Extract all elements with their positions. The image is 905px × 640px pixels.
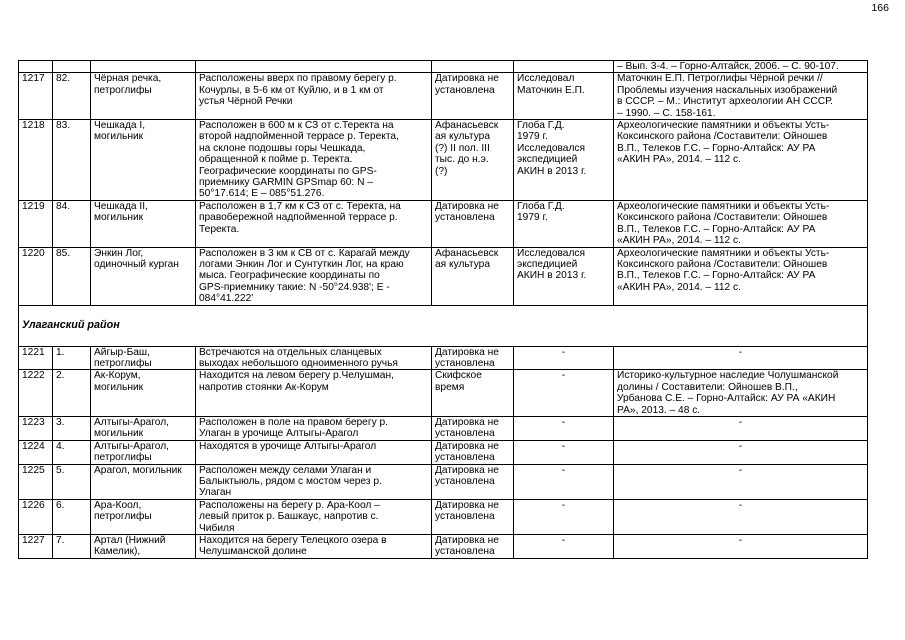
monument-location-line: Улаган xyxy=(199,487,232,499)
monument-name-line: Алтыгы-Арагол, xyxy=(94,416,169,428)
monument-source xyxy=(614,370,868,417)
monuments-table xyxy=(18,60,868,559)
monument-researcher-line: - xyxy=(561,535,566,547)
monument-location xyxy=(196,200,432,247)
table-row xyxy=(19,499,868,534)
monument-researcher xyxy=(514,247,614,305)
monument-researcher xyxy=(514,464,614,499)
monument-name-line: Чешкада I, xyxy=(94,120,146,132)
district-header-row xyxy=(19,305,868,346)
district-index: 6. xyxy=(53,499,91,534)
monument-location-line: Балыктыюль, рядом с мостом через р. xyxy=(199,476,382,487)
monument-source-line: долины / Составители: Ойношев В.П., xyxy=(617,381,798,393)
monument-name xyxy=(91,440,196,464)
monument-researcher-line: - xyxy=(561,370,566,382)
monument-location-line: Находится на левом берегу р.Челушман, xyxy=(199,370,394,382)
monument-source xyxy=(614,440,868,464)
record-number: 1218 xyxy=(19,120,53,201)
monument-source-line: Археологические памятники и объекты Усть- xyxy=(617,200,830,212)
district-index: 2. xyxy=(53,370,91,417)
monument-location-line: Расположен в 600 м к СЗ от с.Теректа на xyxy=(199,120,394,132)
monument-location-line: обращенной к пойме р. Теректа. xyxy=(199,154,353,166)
table-row xyxy=(19,535,868,559)
monument-source-line: - xyxy=(738,346,743,358)
monument-researcher-line: - xyxy=(561,346,566,358)
monument-location-line: Расположен в поле на правом берегу р. xyxy=(199,416,388,428)
table-row xyxy=(19,440,868,464)
district-index: 83. xyxy=(53,120,91,201)
monument-name-line: Чешкада II, xyxy=(94,200,148,212)
monument-researcher xyxy=(514,73,614,120)
monument-name xyxy=(91,464,196,499)
monument-researcher xyxy=(514,200,614,247)
monument-name-line: Ак-Корум, xyxy=(94,370,141,382)
monument-source-line: Историко-культурное наследие Чолушманской xyxy=(617,370,839,382)
record-number: 1217 xyxy=(19,73,53,120)
monument-source xyxy=(614,535,868,559)
monument-source xyxy=(614,247,868,305)
monument-name xyxy=(91,120,196,201)
monument-dating xyxy=(432,120,514,201)
monument-location-line: напротив стоянки Ак-Корум xyxy=(199,381,329,393)
district-index: 3. xyxy=(53,416,91,440)
monument-dating-line: установлена xyxy=(435,452,495,464)
monument-dating xyxy=(432,499,514,534)
monument-location-line: приемнику GARMIN GPSmap 60: N – xyxy=(199,177,373,189)
monument-name-line: петроглифы xyxy=(94,452,152,464)
monument-location xyxy=(196,73,432,120)
monument-location-line: устья Чёрной Речки xyxy=(199,96,293,108)
table-row xyxy=(19,73,868,120)
monument-location-line: Расположен в 1,7 км к СЗ от с. Теректа, на xyxy=(199,200,401,212)
monument-dating-line: (?) xyxy=(435,165,448,177)
monument-location-line: Теректа. xyxy=(199,223,240,235)
monument-dating-line: Датировка не xyxy=(435,464,499,476)
monument-location-line: Расположены вверх по правому берегу р. xyxy=(199,73,397,85)
table-row xyxy=(19,247,868,305)
monument-dating-line: Афанасьевск xyxy=(435,120,499,132)
record-number: 1227 xyxy=(19,535,53,559)
monument-location-line: на склоне подошвы горы Чешкада, xyxy=(199,142,366,154)
monument-source-line: «АКИН РА», 2014. – 112 с. xyxy=(617,154,741,166)
record-number: 1223 xyxy=(19,416,53,440)
monument-dating xyxy=(432,464,514,499)
monument-name xyxy=(91,499,196,534)
monument-source-line: «АКИН РА», 2014. – 112 с. xyxy=(617,235,741,247)
monument-dating-line: установлена xyxy=(435,357,495,369)
monument-dating xyxy=(432,200,514,247)
monument-name xyxy=(91,535,196,559)
monument-source-line: – 1990. – С. 158-161. xyxy=(617,107,716,119)
monument-dating-line: установлена xyxy=(435,476,495,487)
monument-name-line: петроглифы xyxy=(94,357,152,369)
monument-source xyxy=(614,416,868,440)
monument-name-line: Ара-Коол, xyxy=(94,499,142,511)
monument-researcher-line: - xyxy=(561,499,566,511)
monument-researcher-line: 1979 г. xyxy=(517,212,548,224)
monument-dating-line: Датировка не xyxy=(435,73,499,85)
monument-source-line: - xyxy=(738,464,743,476)
monument-location xyxy=(196,440,432,464)
monument-dating xyxy=(432,440,514,464)
district-index: 82. xyxy=(53,73,91,120)
monument-location-line: Географические координаты по GPS- xyxy=(199,165,377,177)
monument-researcher-line: экспедицией xyxy=(517,154,578,166)
monument-name xyxy=(91,200,196,247)
monument-name xyxy=(91,370,196,417)
monument-source-line: Коксинского района /Составители: Ойношев xyxy=(617,258,828,270)
monument-dating-line: ая культура xyxy=(435,258,491,270)
monument-source-line: - xyxy=(738,499,743,511)
table-row xyxy=(19,346,868,370)
monument-location-line: Челушманской долине xyxy=(199,546,307,558)
table-row xyxy=(19,120,868,201)
monument-location-line: Расположен между селами Улаган и xyxy=(199,464,372,476)
monument-dating-line: установлена xyxy=(435,84,495,96)
monument-source-line: «АКИН РА», 2014. – 112 с. xyxy=(617,281,741,293)
monument-source-line: в СССР. – М.: Институт археологии АН СССР. xyxy=(617,96,833,108)
monument-location-line: 084°41.222' xyxy=(199,293,254,305)
monument-source-line: В.П., Телеков Г.С. – Горно-Алтайск: АУ РА xyxy=(617,223,816,235)
record-number: 1221 xyxy=(19,346,53,370)
monument-location-line: логами Энкин Лог и Сунтуткин Лог, на краю xyxy=(199,258,404,270)
monument-source-line: Урбанова С.Е. – Горно-Алтайск: АУ РА «АКИН xyxy=(617,393,836,405)
monument-source-line: - xyxy=(738,440,743,452)
monument-source-line: Маточкин Е.П. Петроглифы Чёрной речки // xyxy=(617,73,823,85)
table-body xyxy=(19,61,868,559)
district-index: 85. xyxy=(53,247,91,305)
monument-researcher-line: Маточкин Е.П. xyxy=(517,84,585,96)
monument-name-line: Камелик), xyxy=(94,546,141,558)
monument-researcher xyxy=(514,370,614,417)
table-row xyxy=(19,464,868,499)
monument-location xyxy=(196,535,432,559)
district-index: 1. xyxy=(53,346,91,370)
monument-location-line: правобережной надпойменной террасе р. xyxy=(199,212,398,224)
monument-source-line: - xyxy=(738,535,743,547)
table-row xyxy=(19,416,868,440)
monument-source xyxy=(614,499,868,534)
monument-location-line: Расположены на берегу р. Ара-Коол – xyxy=(199,499,380,511)
monument-name-line: могильник xyxy=(94,212,144,224)
monument-dating-line: тыс. до н.э. xyxy=(435,154,489,166)
monument-dating xyxy=(432,535,514,559)
record-number: 1226 xyxy=(19,499,53,534)
monument-researcher xyxy=(514,440,614,464)
monument-location-line: GPS-приемнику такие: N -50°24.938'; E - xyxy=(199,281,390,293)
monument-dating xyxy=(432,416,514,440)
monument-source xyxy=(614,120,868,201)
monument-dating-line: время xyxy=(435,381,465,393)
monument-name-line: Айгыр-Баш, xyxy=(94,346,150,358)
record-number: 1222 xyxy=(19,370,53,417)
monument-researcher-line: Исследовал xyxy=(517,73,575,85)
monument-dating-line: (?) II пол. III xyxy=(435,142,490,154)
monument-researcher xyxy=(514,499,614,534)
monument-source-line: В.П., Телеков Г.С. – Горно-Алтайск: АУ РА xyxy=(617,142,816,154)
record-number: 1220 xyxy=(19,247,53,305)
monument-dating-line: Скифское xyxy=(435,370,482,382)
monument-name-line: петроглифы xyxy=(94,511,152,523)
monument-name-line: могильник xyxy=(94,428,144,440)
table-row xyxy=(19,200,868,247)
monument-dating xyxy=(432,247,514,305)
monument-source xyxy=(614,464,868,499)
carryover-row xyxy=(19,61,868,73)
monument-dating-line: ая культура xyxy=(435,131,491,143)
monument-name-line: Энкин Лог, xyxy=(94,247,144,259)
monument-researcher-line: АКИН в 2013 г. xyxy=(517,270,587,282)
monument-location-line: 50°17.614; E – 085°51.276. xyxy=(199,188,325,200)
monument-researcher-line: 1979 г. xyxy=(517,131,548,143)
monument-source xyxy=(614,346,868,370)
carryover-source: – Вып. 3-4. – Горно-Алтайск, 2006. – С. 90-107. xyxy=(614,61,868,73)
record-number: 1225 xyxy=(19,464,53,499)
monument-dating-line: Датировка не xyxy=(435,416,499,428)
monument-name xyxy=(91,346,196,370)
monument-name-line: одиночный курган xyxy=(94,258,179,270)
monument-researcher-line: Исследовался xyxy=(517,142,586,154)
monument-dating-line: установлена xyxy=(435,511,495,523)
monument-researcher-line: Глоба Г.Д. xyxy=(517,120,565,132)
monument-source xyxy=(614,200,868,247)
monument-dating-line: Датировка не xyxy=(435,346,499,358)
monument-researcher xyxy=(514,346,614,370)
monument-dating-line: Датировка не xyxy=(435,499,499,511)
monument-location-line: Улаган в урочище Алтыгы-Арагол xyxy=(199,428,359,440)
monument-researcher-line: АКИН в 2013 г. xyxy=(517,165,587,177)
monument-dating xyxy=(432,73,514,120)
district-title: Улаганский район xyxy=(22,318,120,331)
monument-dating-line: Датировка не xyxy=(435,200,499,212)
monument-source-line: - xyxy=(738,416,743,428)
monument-researcher-line: экспедицией xyxy=(517,258,578,270)
monument-name-line: петроглифы xyxy=(94,84,152,96)
monument-dating-line: установлена xyxy=(435,428,495,440)
monument-location-line: выходах небольшого одноименного ручья xyxy=(199,357,398,369)
monument-researcher xyxy=(514,535,614,559)
monument-source-line: Проблемы изучения наскальных изображений xyxy=(617,84,838,96)
district-index: 5. xyxy=(53,464,91,499)
monument-dating-line: Афанасьевск xyxy=(435,247,499,259)
monument-source-line: Коксинского района /Составители: Ойношев xyxy=(617,212,828,224)
monument-location xyxy=(196,416,432,440)
monument-researcher xyxy=(514,416,614,440)
monument-name xyxy=(91,73,196,120)
monument-location-line: Находятся в урочище Алтыгы-Арагол xyxy=(199,440,377,452)
monument-researcher-line: - xyxy=(561,464,566,476)
monument-dating-line: установлена xyxy=(435,546,495,558)
monument-location xyxy=(196,346,432,370)
monument-researcher-line: Глоба Г.Д. xyxy=(517,200,565,212)
monument-name-line: Алтыгы-Арагол, xyxy=(94,440,169,452)
monument-source-line: Археологические памятники и объекты Усть- xyxy=(617,120,830,132)
record-number: 1224 xyxy=(19,440,53,464)
monument-name-line: Артал (Нижний xyxy=(94,535,166,547)
monument-source-line: Коксинского района /Составители: Ойношев xyxy=(617,131,828,143)
monument-researcher-line: - xyxy=(561,416,566,428)
monument-source-line: Археологические памятники и объекты Усть- xyxy=(617,247,830,259)
monument-location-line: второй надпойменной террасе р. Теректа, xyxy=(199,131,399,143)
monument-location-line: Кочурлы, в 5-6 км от Куйлю, и в 1 км от xyxy=(199,84,384,96)
monument-location-line: мыса. Географические координаты по xyxy=(199,270,380,282)
monument-researcher-line: Исследовался xyxy=(517,247,586,259)
monument-name-line: Арагол, могильник xyxy=(94,464,182,476)
district-index: 7. xyxy=(53,535,91,559)
monument-location xyxy=(196,247,432,305)
monument-dating xyxy=(432,370,514,417)
monument-name-line: могильник xyxy=(94,381,144,393)
district-index: 84. xyxy=(53,200,91,247)
monument-location xyxy=(196,370,432,417)
monument-name-line: могильник xyxy=(94,131,144,143)
monument-name-line: Чёрная речка, xyxy=(94,73,162,85)
monument-dating-line: Датировка не xyxy=(435,440,499,452)
table-row xyxy=(19,370,868,417)
monument-dating xyxy=(432,346,514,370)
monument-dating-line: установлена xyxy=(435,212,495,224)
district-index: 4. xyxy=(53,440,91,464)
monument-researcher xyxy=(514,120,614,201)
monument-name xyxy=(91,247,196,305)
monument-location xyxy=(196,499,432,534)
record-number: 1219 xyxy=(19,200,53,247)
monument-source-line: В.П., Телеков Г.С. – Горно-Алтайск: АУ РА xyxy=(617,270,816,282)
monument-dating-line: Датировка не xyxy=(435,535,499,547)
monument-location-line: Расположен в 3 км к СВ от с. Карагай между xyxy=(199,247,410,259)
monument-location xyxy=(196,120,432,201)
page-number: 166 xyxy=(871,2,889,14)
monument-location xyxy=(196,464,432,499)
monument-location-line: Встречаются на отдельных сланцевых xyxy=(199,346,382,358)
monument-location-line: левый приток р. Башкаус, напротив с. xyxy=(199,511,379,523)
monument-researcher-line: - xyxy=(561,440,566,452)
monument-location-line: Находится на берегу Телецкого озера в xyxy=(199,535,387,547)
monument-source xyxy=(614,73,868,120)
monument-source-line: РА», 2013. – 48 с. xyxy=(617,404,701,416)
monument-name xyxy=(91,416,196,440)
monument-location-line: Чибиля xyxy=(199,522,235,534)
